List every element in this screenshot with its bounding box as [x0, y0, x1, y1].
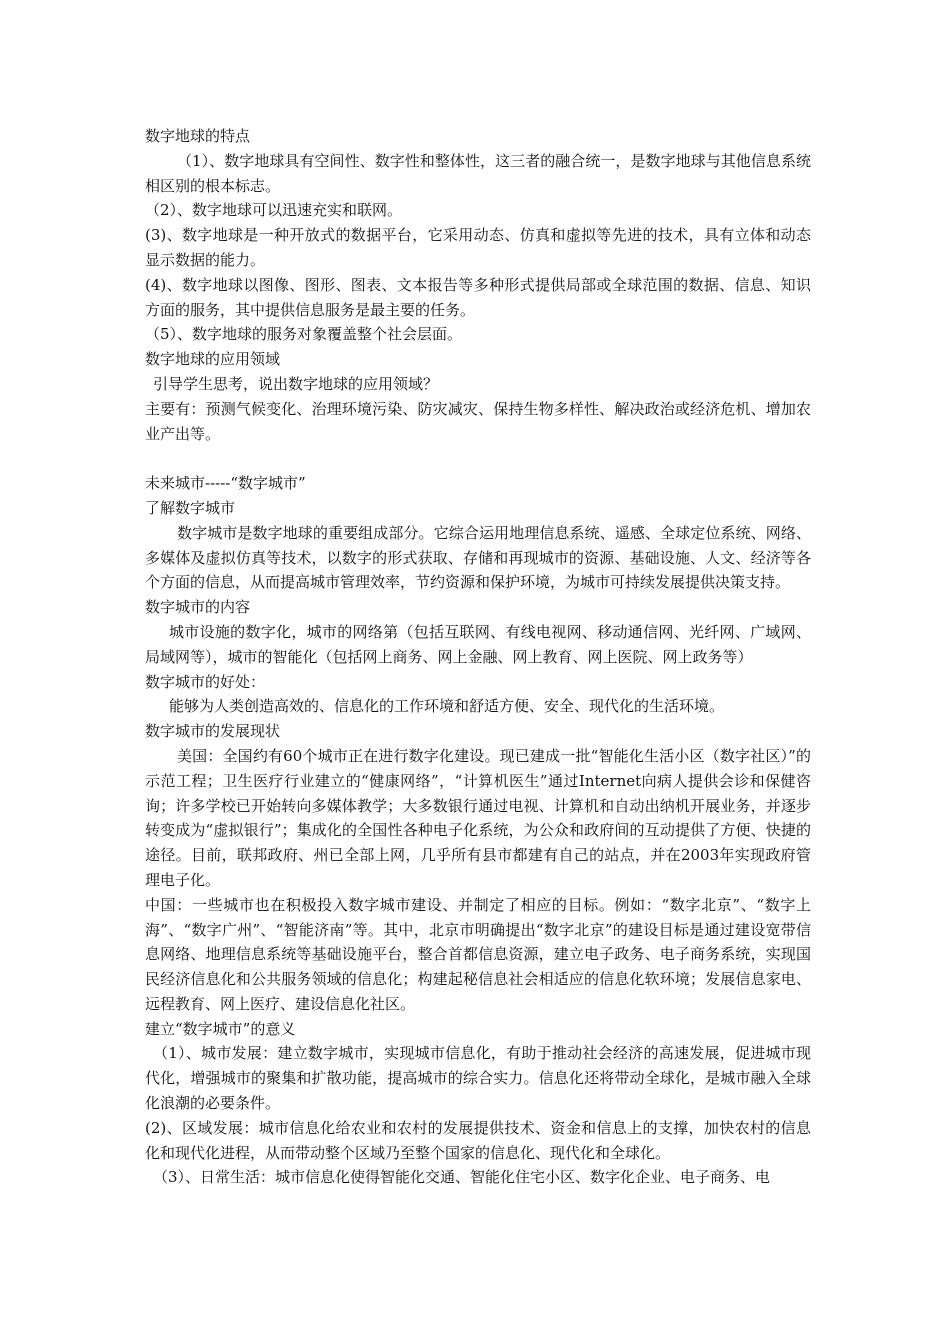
feature-item-5: （5）、数字地球的服务对象覆盖整个社会层面。 — [145, 325, 463, 344]
section-heading: 数字地球的特点 — [145, 127, 251, 145]
document-page — [145, 124, 811, 1190]
section-heading: 未来城市-----“数字城市” — [145, 474, 306, 493]
subsection-heading: 数字城市的好处： — [145, 672, 266, 691]
feature-item-3: (3)、数字地球是一种开放式的数据平台，它采用动态、仿真和虚拟等先进的技术，具有立体和动态显示数据的能力。 — [145, 226, 811, 269]
status-china-paragraph: 中国：一些城市也在积极投入数字城市建设、并制定了相应的目标。例如：“数字北京”、“数字上海”、“数字广州”、“智能济南”等。其中，北京市明确提出“数字北京”的建设目标是通过建设宽带信息网络、地理信息系统等基础设施平台，整合首都信息资源，建立电子政务、电子商务系统，实现国民经济信息化和公共服务领域的信息化；构建起秘信息社会相适应的信息化软环境；发展信息家电、远程教育、网上医疗、建设信息化社区。 — [145, 895, 811, 1013]
feature-item-4: (4)、数字地球以图像、图形、图表、文本报告等多种形式提供局部或全球范围的数据、信息、知识方面的服务，其中提供信息服务是最主要的任务。 — [145, 275, 811, 319]
status-usa-paragraph: 美国：全国约有60个城市正在进行数字化建设。现已建成一批“智能化生活小区（数字社区）”的示范工程；卫生医疗行业建立的“健康网络”，“计算机医生”通过Internet向病人提供会诊和保健咨询；许多学校已开始转向多媒体教学；大多数银行通过电视、计算机和自动出纳机开展业务，并逐步转变成为“虚拟银行”；集成化的全国性各种电子化系统，为公众和政府间的互动提供了方便、快捷的途径。目前，联邦政府、州已全部上网，几乎所有县市都建有自己的站点，并在2003年实现政府管理电子化。 — [145, 746, 811, 889]
significance-item-2: (2)、区域发展：城市信息化给农业和农村的发展提供技术、资金和信息上的支撑，加快农村的信息化和现代化进程，从而带动整个区域乃至整个国家的信息化、现代化和全球化。 — [145, 1118, 811, 1162]
section-heading: 数字地球的应用领域 — [145, 350, 281, 369]
content-paragraph: 城市设施的数字化，城市的网络第（包括互联网、有线电视网、移动通信网、光纤网、广域网、局域网等），城市的智能化（包括网上商务、网上金融、网上教育、网上医院、网上政务等） — [145, 622, 811, 666]
subsection-heading: 了解数字城市 — [145, 498, 236, 517]
significance-item-3: （3）、日常生活：城市信息化使得智能化交通、智能化住宅小区、数字化企业、电子商务、电 — [153, 1168, 771, 1187]
feature-item-2: （2）、数字地球可以迅速充实和联网。 — [145, 201, 403, 220]
feature-item-1: （1）、数字地球具有空间性、数字性和整体性，这三者的融合统一，是数字地球与其他信息系统相区别的根本标志。 — [145, 151, 811, 195]
subsection-heading: 数字城市的发展现状 — [145, 722, 281, 741]
subsection-heading: 数字城市的内容 — [145, 598, 251, 617]
intro-paragraph: 数字城市是数字地球的重要组成部分。它综合运用地理信息系统、遥感、全球定位系统、网络、多媒体及虚拟仿真等技术，以数字的形式获取、存储和再现城市的资源、基础设施、人文、经济等各个方面的信息，从而提高城市管理效率，节约资源和保护环境，为城市可持续发展提供决策支持。 — [145, 523, 811, 592]
blank-line — [145, 446, 811, 471]
section-heading: 建立“数字城市”的意义 — [145, 1019, 296, 1038]
answer-paragraph: 主要有：预测气候变化、治理环境污染、防灾减灾、保持生物多样性、解决政治或经济危机、增加农业产出等。 — [145, 399, 811, 443]
benefit-paragraph: 能够为人类创造高效的、信息化的工作环境和舒适方便、安全、现代化的生活环境。 — [169, 697, 725, 716]
question-paragraph: 引导学生思考，说出数字地球的应用领域？ — [153, 374, 439, 393]
significance-item-1: （1）、城市发展：建立数字城市，实现城市信息化，有助于推动社会经济的高速发展，促进城市现代化，增强城市的聚集和扩散功能，提高城市的综合实力。信息化还将带动全球化，是城市融入全球化浪潮的必要条件。 — [145, 1044, 811, 1113]
